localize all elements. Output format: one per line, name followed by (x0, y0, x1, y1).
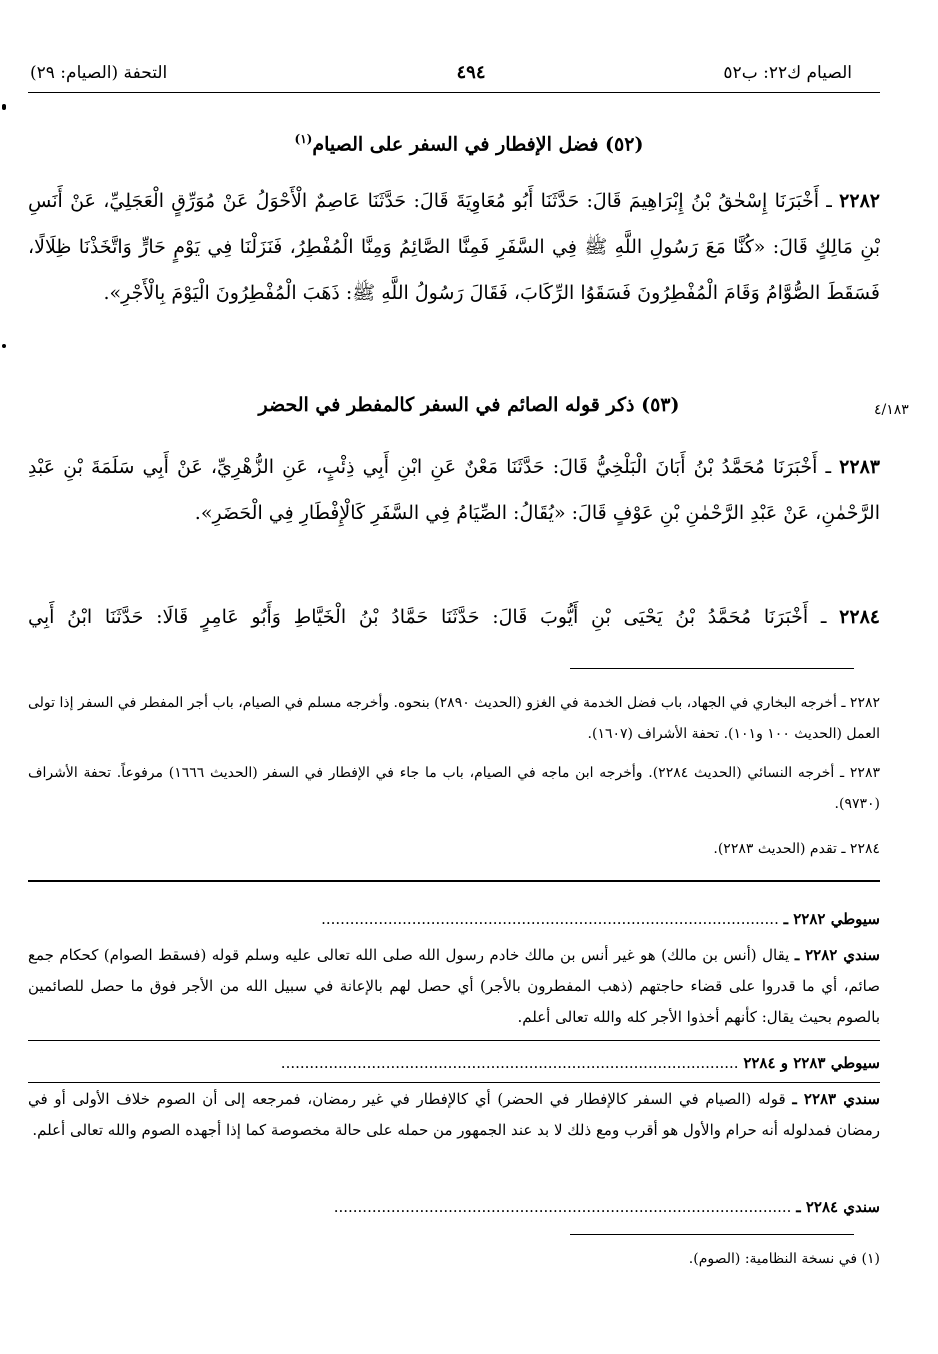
hadith-number: ٢٢٨٢ (839, 190, 880, 212)
running-header-chapter: الصيام ك٢٢: ب٥٢ (723, 63, 852, 83)
hadith-text: ـ أَخْبَرَنَا مُحَمَّدُ بْنُ أَبَانَ الْبَلْخِيُّ قَالَ: حَدَّثَنَا مَعْنٌ عَنِ ابْنِ أَبِي ذِئْبٍ، عَنِ الزُّهْرِيِّ، عَنْ أَبِي سَلَمَةَ بْنِ عَبْدِ الرَّحْمٰنِ، عَنْ عَبْدِ الرَّحْمٰنِ بْنِ عَوْفٍ قَالَ: «يُقَالُ: الصِّيَامُ فِي السَّفَرِ كَالْإِفْطَارِ فِي الْحَضَرِ». (28, 456, 880, 524)
commentary-divider (28, 1040, 880, 1041)
hadith-2283 (28, 444, 880, 536)
takhrij-2282: ٢٢٨٢ ـ أخرجه البخاري في الجهاد، باب فضل الخدمة في الغزو (الحديث ٢٨٩٠) بنحوه. وأخرجه مسلم في الصيام، باب أجر المفطر في السفر إذا تولى العمل (الحديث ١٠٠ و١٠١). تحفة الأشراف (١٦٠٧). (28, 695, 880, 742)
margin-volume-page-ref: ٤/١٨٣ (874, 402, 909, 418)
hadith-text: ـ أَخْبَرَنَا مُحَمَّدُ بْنُ يَحْيَى بْنِ أَيُّوبَ قَالَ: حَدَّثَنَا حَمَّادُ بْنُ الْخَيَّاطِ وَأَبُو عَامِرٍ قَالَا: حَدَّثَنَا ابْنُ أَبِي (28, 606, 840, 628)
takhrij-2284: ٢٢٨٤ ـ تقدم (الحديث ٢٢٨٣). (713, 841, 880, 857)
hadith-2282 (28, 178, 880, 316)
sindi-2282-text: يقال (أنس بن مالك) هو غير أنس بن مالك خادم رسول الله صلى الله تعالى عليه وسلم قوله (فسقط الصوام) كحكام جمع صائم، أي ما قدروا على قضاء حاجتهم (ذهب المفطرون بالأجر) أي حصل لهم بالإعانة في سبيل الله من الأجر فوق ما حصل للصائمين بالصوم بحيث يقال: كأنهم أخذوا الأجر كله والله تعالى أعلم. (28, 946, 880, 1026)
hadith-number: ٢٢٨٣ (839, 456, 880, 478)
footnote-separator (570, 1234, 854, 1235)
dot-leader: ................................................................................................ (321, 910, 779, 928)
section-title-53: (٥٣) ذكر قوله الصائم في السفر كالمفطر في الحضر (258, 394, 680, 416)
section-title-52 (60, 132, 878, 155)
suyuti-2283-label: سيوطي ٢٢٨٣ و ٢٢٨٤ (743, 1054, 880, 1072)
suyuti-2282-line (28, 904, 880, 935)
dot-leader: ................................................................................................ (280, 1054, 739, 1072)
hadith-number: ٢٢٨٤ (839, 606, 880, 628)
sindi-2284-line (28, 1192, 880, 1223)
sindi-2283-text: قوله (الصيام في السفر كالإفطار في الحضر) أي كالإفطار في غير رمضان، فمرجعه إلى أن الصوم خلاف الأولى أو في رمضان فمدلوله أنه حرام والأول هو أقرب ومع ذلك لا بد عند الجمهور من حمله على حالة مخصوصة كما إذا أجهده الصوم والله تعالى أعلم. (28, 1090, 880, 1139)
sindi-2282 (28, 940, 880, 1033)
sindi-2283-label: سندي ٢٢٨٣ ـ (792, 1090, 880, 1108)
hadith-text: ـ أَخْبَرَنَا إِسْحٰقُ بْنُ إِبْرَاهِيمَ قَالَ: حَدَّثَنَا أَبُو مُعَاوِيَةَ قَالَ: حَدَّثَنَا عَاصِمٌ الْأَحْوَلُ عَنْ مُوَرِّقٍ الْعَجَلِيِّ، عَنْ أَنَسِ بْنِ مَالِكٍ قَالَ: «كُنَّا مَعَ رَسُولِ اللَّهِ ﷺ فِي السَّفَرِ فَمِنَّا الصَّائِمُ وَمِنَّا الْمُفْطِرُ، فَنَزَلْنَا فِي يَوْمٍ حَارٍّ وَاتَّخَذْنَا ظِلَالًا، فَسَقَطَ الصُّوَّامُ وَقَامَ الْمُفْطِرُونَ فَسَقَوُا الرِّكَابَ، فَقَالَ رَسُولُ اللَّهِ ﷺ: ذَهَبَ الْمُفْطِرُونَ الْيَوْمَ بِالْأَجْرِ». (28, 190, 880, 304)
sindi-2282-label: سندي ٢٢٨٢ ـ (794, 946, 880, 964)
footnote-1: (١) في نسخة النظامية: (الصوم). (688, 1251, 880, 1267)
page-number: ٤٩٤ (456, 62, 486, 83)
sindi-2283 (28, 1084, 880, 1146)
commentary-divider (28, 1082, 880, 1083)
hadith-2284 (28, 594, 880, 640)
header-rule (28, 92, 880, 93)
scan-speck (2, 104, 6, 110)
scan-speck (2, 344, 6, 348)
suyuti-2282-label: سيوطي ٢٢٨٢ ـ (783, 910, 880, 928)
suyuti-2283-line (28, 1048, 880, 1079)
dot-leader: ................................................................................................ (333, 1198, 792, 1216)
running-header-tuhfa: التحفة (الصيام: ٢٩) (30, 63, 168, 83)
takhrij-2283: ٢٢٨٣ ـ أخرجه النسائي (الحديث ٢٢٨٤). وأخرجه ابن ماجه في الصيام، باب ما جاء في الإفطار في السفر (الحديث ١٦٦٦) مرفوعاً. تحفة الأشراف (٩٧٣٠). (28, 765, 880, 812)
footnote-separator (570, 668, 854, 669)
footnote-marker: (١) (294, 132, 313, 146)
sindi-2284-label: سندي ٢٢٨٤ ـ (796, 1198, 880, 1216)
commentary-separator (28, 880, 880, 882)
section-title-text: (٥٢) فضل الإفطار في السفر على الصيام (312, 133, 644, 156)
